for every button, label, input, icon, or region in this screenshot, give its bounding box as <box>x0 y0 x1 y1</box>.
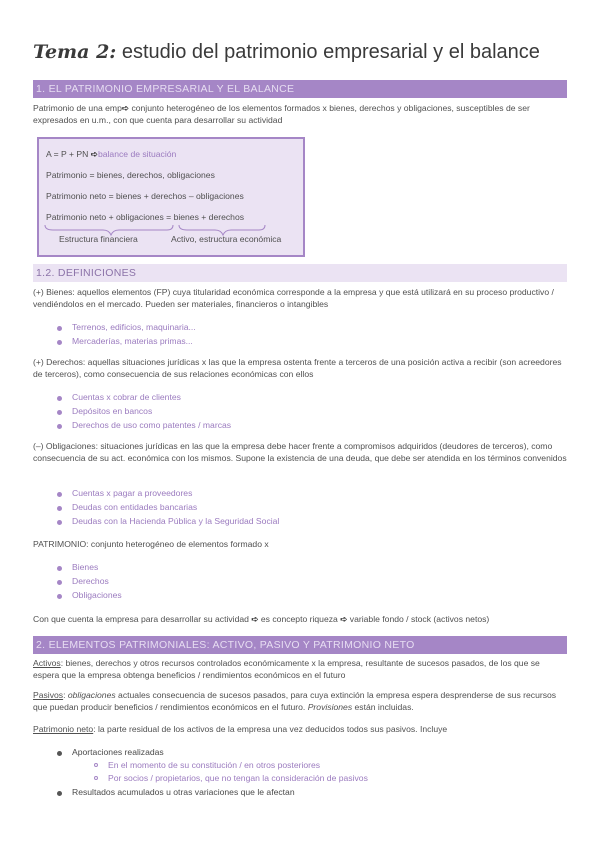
list-item <box>72 747 164 757</box>
list-item-text: Resultados acumulados u otras variaciones que le afectan <box>72 787 295 797</box>
pn-definition <box>33 724 567 736</box>
list-item <box>72 502 197 512</box>
cuenta-c: variable fondo / stock (activos netos) <box>347 614 490 624</box>
bullet-icon <box>57 396 62 401</box>
pasivos-b: actuales consecuencia de sucesos pasados, para cuya extinción la empresa espera desprenderse de sus recursos que puedan producir beneficios / rendimientos económicos en el futuro. <box>33 690 557 712</box>
eq4-left: Patrimonio neto + obligaciones <box>46 212 164 222</box>
equation-box <box>37 137 305 257</box>
right-arrow-icon: ➪ <box>90 149 98 159</box>
list-item <box>72 322 196 332</box>
list-item <box>72 336 193 346</box>
bullet-icon <box>57 340 62 345</box>
cuenta-b: es concepto riqueza <box>258 614 341 624</box>
list-item-text: Derechos de uso como patentes / marcas <box>72 420 232 430</box>
section-1-intro <box>33 103 567 127</box>
list-item <box>72 488 192 498</box>
sub-list-item-text: En el momento de su constitución / en otros posteriores <box>108 760 321 770</box>
bullet-icon <box>57 492 62 497</box>
intro-part-a: Patrimonio de una emp <box>33 103 122 113</box>
bullet-icon <box>57 520 62 525</box>
bullet-icon <box>57 594 62 599</box>
list-item-text: Terrenos, edificios, maquinaria... <box>72 322 196 332</box>
eq4-equals: = <box>163 212 174 222</box>
equation-2: Patrimonio = bienes, derechos, obligaciones <box>46 170 215 180</box>
right-arrow-icon: ➪ <box>340 614 348 624</box>
eq1-text: A = P + PN <box>46 149 91 159</box>
list-item-text: Cuentas x cobrar de clientes <box>72 392 181 402</box>
sub-list-item-text: Por socios / propietarios, que no tengan la consideración de pasivos <box>108 773 368 783</box>
list-item-text: Derechos <box>72 576 109 586</box>
intro-part-b: conjunto heterogéneo de los elementos formados x bienes, derechos y obligaciones, susceptibles de ser expresados en u.m., con que cuenta para desarrollar su actividad <box>33 103 530 125</box>
bullet-icon <box>57 410 62 415</box>
bienes-definition: (+) Bienes: aquellos elementos (FP) cuya titularidad económica corresponde a la empresa y que está utilizará en su proceso productivo / vendiéndolos en el mercado. Pueden ser materiales, financieros o intangibles <box>33 287 554 309</box>
right-arrow-icon: ➪ <box>121 103 130 113</box>
section-1-heading: 1. EL PATRIMONIO EMPRESARIAL Y EL BALANCE <box>33 80 567 98</box>
list-item <box>72 516 279 526</box>
equation-1 <box>46 149 176 160</box>
pasivos-ital: obligaciones <box>67 690 116 700</box>
pn-text: : la parte residual de los activos de la empresa una vez deducidos todos sus pasivos. Incluye <box>93 724 448 734</box>
label-estructura-financiera: Estructura financiera <box>59 234 138 244</box>
pasivos-c: están incluidas. <box>352 701 414 712</box>
bullet-icon <box>57 566 62 571</box>
list-item-text: Aportaciones realizadas <box>72 747 164 757</box>
label-activo: Activo, estructura económica <box>171 234 282 244</box>
page-title <box>33 38 573 66</box>
list-item <box>72 420 231 430</box>
obligaciones-definition: (–) Obligaciones: situaciones jurídicas en las que la empresa debe hacer frente a compromisos adquiridos (deudores de terceros), como consecuencia de su act. económica con los mismos. Supone la existencia de una deuda, que debe ser atendida en los términos convenidos <box>33 441 567 463</box>
bullet-icon <box>57 791 62 796</box>
bullet-icon <box>57 580 62 585</box>
cuenta-a: Con que cuenta la empresa para desarrollar su actividad <box>33 614 252 624</box>
patrimonio-definition: PATRIMONIO: conjunto heterogéneo de elementos formado x <box>33 539 269 549</box>
cuenta-line <box>33 614 567 626</box>
bullet-icon <box>57 326 62 331</box>
section-2-heading: 2. ELEMENTOS PATRIMONIALES: ACTIVO, PASIVO Y PATRIMONIO NETO <box>33 636 567 654</box>
pn-label: Patrimonio neto <box>33 724 94 734</box>
sub-bullet-icon <box>94 776 98 780</box>
eq1-link: balance de situación <box>97 149 177 159</box>
eq4-right: bienes + derechos <box>173 212 245 222</box>
list-item <box>72 392 181 402</box>
list-item <box>72 590 122 600</box>
list-item <box>72 576 109 586</box>
bullet-icon <box>57 506 62 511</box>
pasivos-ital2: Provisiones <box>307 701 353 712</box>
list-item <box>72 787 295 797</box>
right-arrow-icon: ➪ <box>251 614 259 624</box>
title-rest: estudio del patrimonio empresarial y el balance <box>116 41 540 63</box>
bullet-icon <box>57 751 62 756</box>
sub-bullet-icon <box>94 763 98 767</box>
sub-list-item <box>108 773 368 783</box>
pasivos-label: Pasivos <box>33 690 64 700</box>
list-item-text: Bienes <box>72 562 99 572</box>
list-item-text: Deudas con la Hacienda Pública y la Seguridad Social <box>72 516 280 526</box>
list-item-text: Deudas con entidades bancarias <box>72 502 198 512</box>
sub-list-item <box>108 760 320 770</box>
pasivos-definition <box>33 690 567 714</box>
derechos-definition: (+) Derechos: aquellas situaciones jurídicas x las que la empresa ostenta frente a terceros de una posición activa a recibir (son acreedores de terceros), como consecuencia de sus relaciones económicas con ellos <box>33 357 562 379</box>
activos-label: Activos <box>33 658 61 668</box>
activos-text: : bienes, derechos y otros recursos controlados económicamente x la empresa, resultante de sucesos pasados, de los que se espera que la empresa obtenga beneficios / rendimientos económicos en el futuro <box>33 658 540 680</box>
list-item-text: Cuentas x pagar a proveedores <box>72 488 193 498</box>
section-1-2-heading: 1.2. DEFINICIONES <box>33 264 567 282</box>
bullet-icon <box>57 424 62 429</box>
list-item <box>72 406 152 416</box>
title-script: Tema 2: <box>33 41 117 63</box>
equation-3: Patrimonio neto = bienes + derechos – obligaciones <box>46 191 244 201</box>
list-item-text: Obligaciones <box>72 590 122 600</box>
activos-definition <box>33 658 567 682</box>
equation-4 <box>46 212 244 222</box>
list-item <box>72 562 98 572</box>
list-item-text: Depósitos en bancos <box>72 406 153 416</box>
list-item-text: Mercaderías, materias primas... <box>72 336 193 346</box>
pasivos-a: : <box>63 690 68 700</box>
